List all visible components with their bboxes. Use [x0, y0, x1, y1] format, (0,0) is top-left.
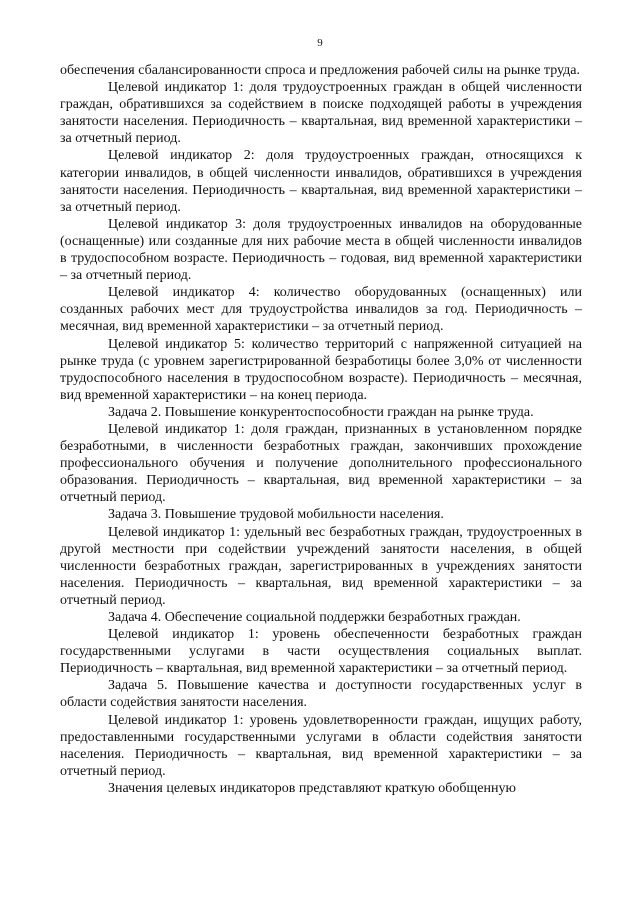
- paragraph: Целевой индикатор 1: уровень удовлетворенности граждан, ищущих работу, предоставленными государственными услугами в области содействия занятости населения. Периодичность – квартальная, вид временной характеристики – за отчетный период.: [60, 712, 582, 779]
- paragraph: обеспечения сбалансированности спроса и предложения рабочей силы на рынке труда.: [60, 63, 580, 78]
- document-body: [60, 62, 582, 797]
- paragraph: Задача 4. Обеспечение социальной поддержки безработных граждан.: [108, 610, 521, 625]
- paragraph: Задача 2. Повышение конкурентоспособности граждан на рынке труда.: [108, 404, 534, 420]
- page-number: 9: [317, 37, 323, 49]
- paragraph: Задача 3. Повышение трудовой мобильности населения.: [108, 507, 444, 523]
- paragraph: Значения целевых индикаторов представляют краткую обобщенную: [108, 780, 516, 796]
- paragraph: Целевой индикатор 5: количество территорий с напряженной ситуацией на рынке труда (с уровнем зарегистрированной безработицы более 3,0% от численности трудоспособного населения в трудоспособном возрасте). Периодичность – месячная, вид временной характеристики – на конец периода.: [60, 336, 582, 403]
- paragraph: Целевой индикатор 2: доля трудоустроенных граждан, относящихся к категории инвалидов, в общей численности инвалидов, обратившихся в учреждения занятости населения. Периодичность – квартальная, вид временной характеристики – за отчетный период.: [60, 148, 582, 215]
- paragraph: Целевой индикатор 1: доля граждан, признанных в установленном порядке безработными, в численности безработных граждан, закончивших прохождение профессионального обучения и получение дополнительного профессионального образования. Периодичность – квартальная, вид временной характеристики – за отчетный период.: [60, 421, 582, 506]
- paragraph: Целевой индикатор 3: доля трудоустроенных инвалидов на оборудованные (оснащенные) или созданные для них рабочие места в общей численности инвалидов в трудоспособном возрасте. Периодичность – годовая, вид временной характеристики – за отчетный период.: [60, 216, 582, 284]
- paragraph: Целевой индикатор 1: доля трудоустроенных граждан в общей численности граждан, обратившихся за содействием в поиске подходящей работы в учреждения занятости населения. Периодичность – квартальная, вид временной характеристики – за отчетный период.: [60, 80, 582, 147]
- paragraph: Целевой индикатор 4: количество оборудованных (оснащенных) или созданных рабочих мест для трудоустройства инвалидов за год. Периодичность – месячная, вид временной характеристики – за отчетный период.: [60, 285, 582, 335]
- paragraph: Целевой индикатор 1: уровень обеспеченности безработных граждан государственными услугами в части осуществления социальных выплат. Периодичность – квартальная, вид временной характеристики – за отчетный период.: [60, 627, 582, 677]
- paragraph: Целевой индикатор 1: удельный вес безработных граждан, трудоустроенных в другой местности при содействии учреждений занятости населения, в общей численности безработных граждан, зарегистрированных в учреждениях занятости населения. Периодичность – квартальная, вид временной характеристики – за отчетный период.: [60, 524, 582, 608]
- paragraph: Задача 5. Повышение качества и доступности государственных услуг в области содействия занятости населения.: [60, 678, 582, 711]
